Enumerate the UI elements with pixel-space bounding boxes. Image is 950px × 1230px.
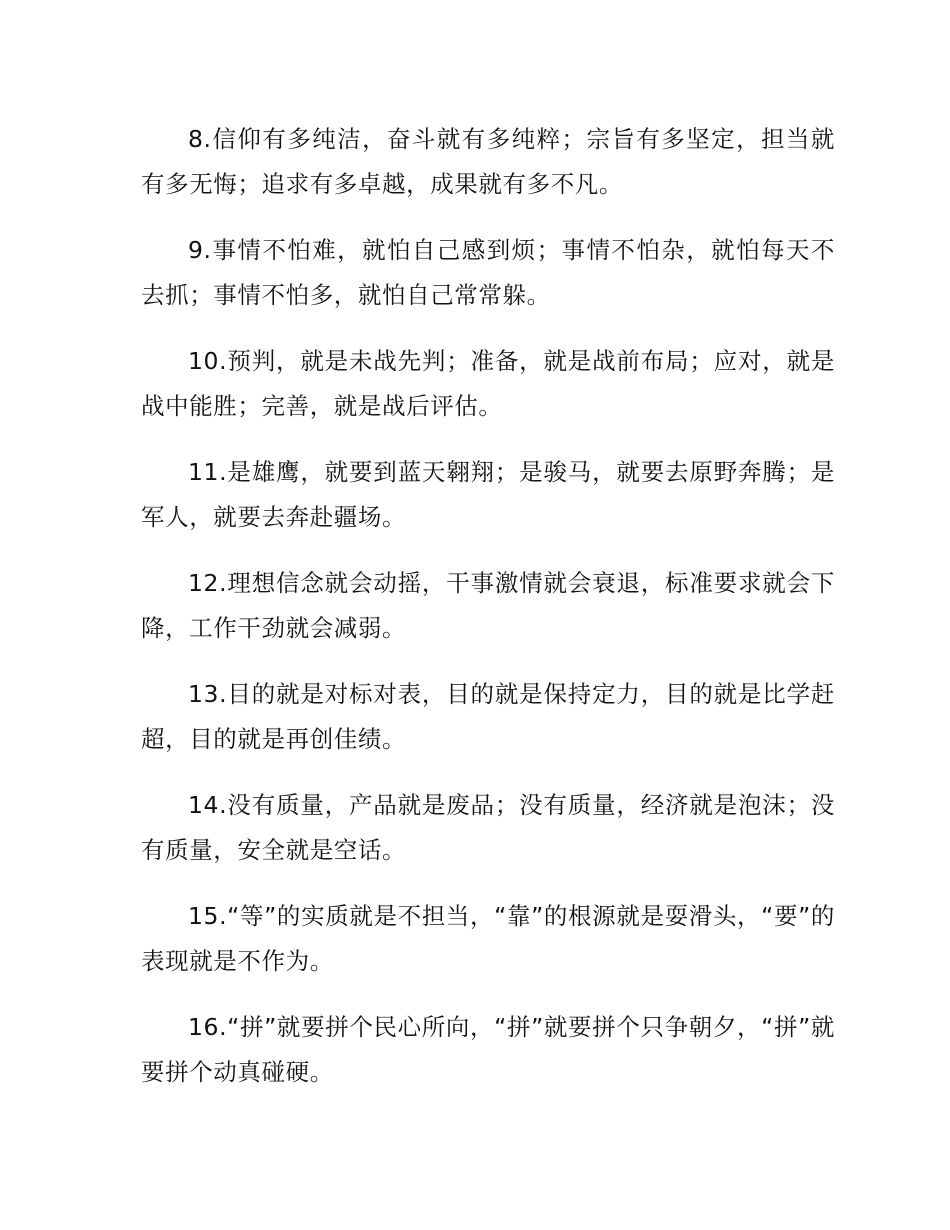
paragraph-9: 9.事情不怕难，就怕自己感到烦；事情不怕杂，就怕每天不去抓；事情不怕多，就怕自己常常躲。 — [141, 236, 835, 309]
paragraph-12: 12.理想信念就会动摇，干事激情就会衰退，标准要求就会下降，工作干劲就会减弱。 — [141, 569, 835, 642]
paragraph-10: 10.预判，就是未战先判；准备，就是战前布局；应对，就是战中能胜；完善，就是战后评估。 — [141, 347, 835, 420]
paragraph-14: 14.没有质量，产品就是废品；没有质量，经济就是泡沫；没有质量，安全就是空话。 — [141, 791, 835, 864]
document-body — [141, 117, 835, 1116]
paragraph-15: 15.“等”的实质就是不担当，“靠”的根源就是耍滑头，“要”的表现就是不作为。 — [141, 902, 835, 975]
paragraph-13: 13.目的就是对标对表，目的就是保持定力，目的就是比学赶超，目的就是再创佳绩。 — [141, 680, 835, 753]
paragraph-8: 8.信仰有多纯洁，奋斗就有多纯粹；宗旨有多坚定，担当就有多无悔；追求有多卓越，成果就有多不凡。 — [141, 125, 835, 198]
paragraph-11: 11.是雄鹰，就要到蓝天翱翔；是骏马，就要去原野奔腾；是军人，就要去奔赴疆场。 — [141, 458, 835, 531]
paragraph-16: 16.“拼”就要拼个民心所向，“拼”就要拼个只争朝夕，“拼”就要拼个动真碰硬。 — [141, 1013, 835, 1086]
